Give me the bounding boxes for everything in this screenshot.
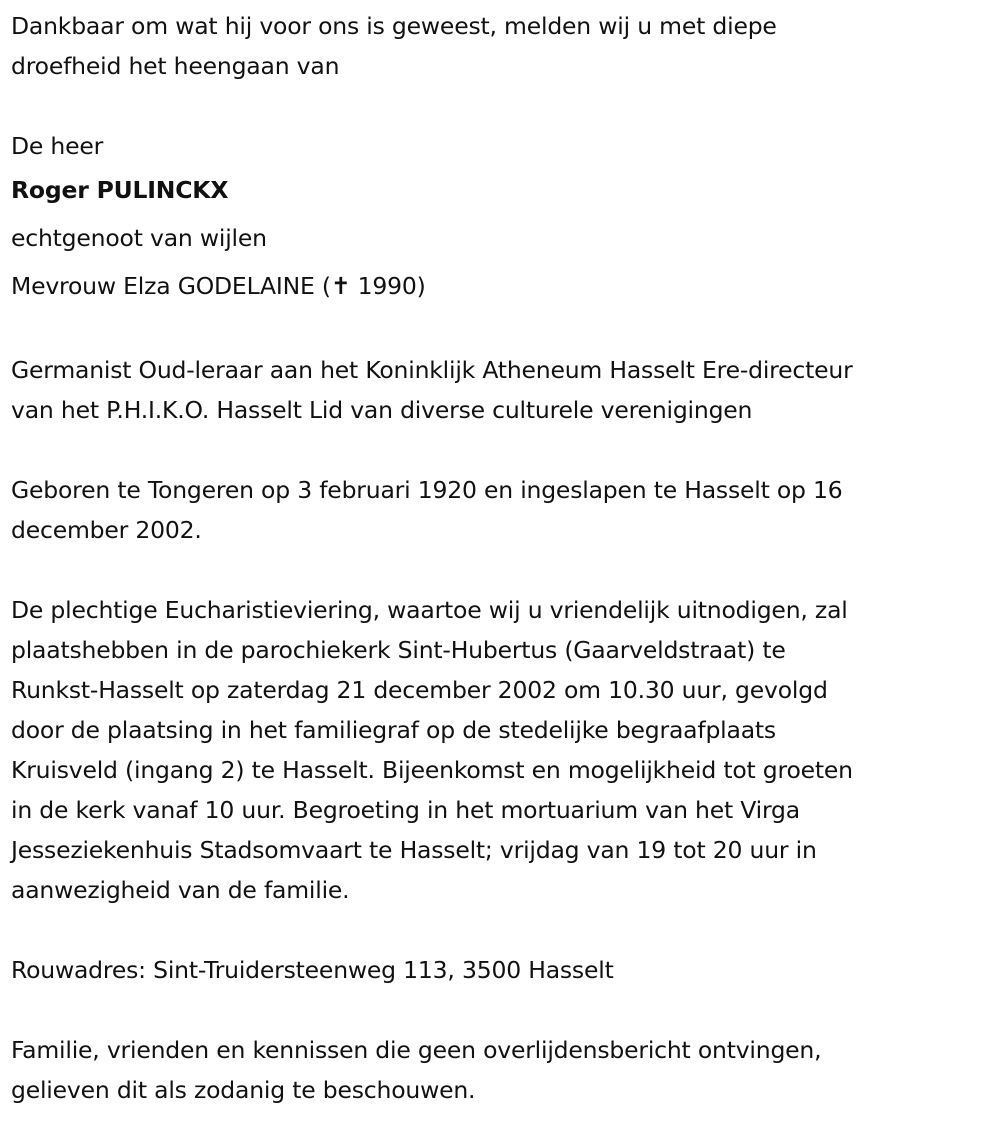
text-line: door de plaatsing in het familiegraf op de stedelijke begraafplaats	[11, 716, 776, 744]
text-line: Germanist Oud-leraar aan het Koninklijk Atheneum Hasselt Ere-directeur	[11, 356, 853, 384]
text-line: in de kerk vanaf 10 uur. Begroeting in het mortuarium van het Virga	[11, 796, 800, 824]
career-paragraph	[11, 350, 853, 430]
birth-death-paragraph	[11, 470, 853, 550]
closing-paragraph	[11, 1030, 853, 1110]
text-line: De plechtige Eucharistieviering, waartoe wij u vriendelijk uitnodigen, zal	[11, 596, 848, 624]
text-line: droefheid het heengaan van	[11, 52, 340, 80]
text-line: Jesseziekenhuis Stadsomvaart te Hasselt; vrijdag van 19 tot 20 uur in	[11, 836, 817, 864]
text-line: van het P.H.I.K.O. Hasselt Lid van diverse culturele verenigingen	[11, 396, 753, 424]
text-line: plaatshebben in de parochiekerk Sint-Hubertus (Gaarveldstraat) te	[11, 636, 786, 664]
text-line: Kruisveld (ingang 2) te Hasselt. Bijeenkomst en mogelijkheid tot groeten	[11, 756, 853, 784]
text-line: Runkst-Hasselt op zaterdag 21 december 2002 om 10.30 uur, gevolgd	[11, 676, 828, 704]
salutation: De heer	[11, 132, 104, 160]
text-line: aanwezigheid van de familie.	[11, 876, 350, 904]
ceremony-paragraph	[11, 590, 853, 910]
text-line: december 2002.	[11, 516, 202, 544]
deceased-name: Roger PULINCKX	[11, 176, 229, 204]
intro-paragraph	[11, 6, 853, 86]
text-line: Geboren te Tongeren op 3 februari 1920 en ingeslapen te Hasselt op 16	[11, 476, 843, 504]
text-line: Dankbaar om wat hij voor ons is geweest, melden wij u met diepe	[11, 12, 777, 40]
spouse: Mevrouw Elza GODELAINE (✝ 1990)	[11, 272, 426, 300]
obituary-document	[11, 6, 853, 1110]
text-line: Familie, vrienden en kennissen die geen overlijdensbericht ontvingen,	[11, 1036, 822, 1064]
relation: echtgenoot van wijlen	[11, 224, 267, 252]
mourning-address: Rouwadres: Sint-Truidersteenweg 113, 3500 Hasselt	[11, 956, 614, 984]
text-line: gelieven dit als zodanig te beschouwen.	[11, 1076, 476, 1104]
